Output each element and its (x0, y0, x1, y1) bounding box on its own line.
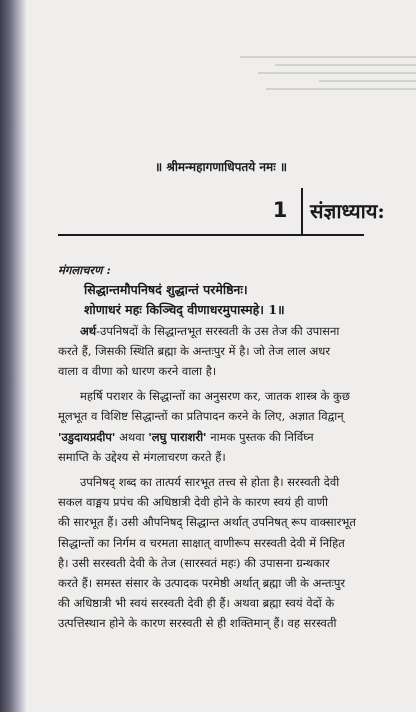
meaning-term: अर्थ (80, 323, 97, 338)
page-body (58, 260, 368, 634)
para2-line-3-text: नामक पुस्तक की निर्विघ्न (206, 429, 314, 444)
meaning-line-1-text: -उपनिषदों के सिद्धान्तभूत सरस्वती के उस तेज की उपासना (96, 323, 340, 338)
para3-line-7: की अधिष्ठात्री भी स्वयं सरस्वती देवी ही हैं। अथवा ब्रह्मा स्वयं वेदों के (58, 596, 335, 611)
para2-line-3 (58, 427, 368, 447)
para2-line-2: मूलभूत व विशिष्ट सिद्धान्तों का प्रतिपादन करने के लिए, अज्ञात विद्वान् (58, 409, 344, 424)
para3-line-6: करते हैं। समस्त संसार के उत्पादक परमेष्ठी अर्थात् ब्रह्मा जी के अन्तःपुर (58, 576, 346, 591)
para3-line-8: उत्पत्तिस्थान होने के कारण सरस्वती से ही शक्तिमान् हैं। वह सरस्वती (58, 616, 337, 631)
para2-line-4: समाप्ति के उद्देश्य से मंगलाचरण करते हैं। (58, 449, 226, 464)
book-title-1: 'उडुदायप्रदीप' (58, 429, 116, 444)
meaning-line-3: वाला व वीणा को धारण करने वाला है। (58, 364, 217, 379)
verse-line-1: सिद्धान्तमौपनिषदं शुद्धान्तं परमेष्ठिनः। (84, 282, 248, 298)
meaning-line-1 (58, 321, 368, 341)
chapter-title: संज्ञाध्याय: (310, 199, 385, 223)
verse-line-2: शोणाधरं महः किञ्चिद् वीणाधरमुपास्महे। 1॥ (84, 302, 285, 318)
show-through-text (240, 50, 416, 140)
book-title-2: 'लघु पाराशरी' (148, 429, 207, 444)
para3-line-3: की सारभूत हैं। उसी औपनिषद् सिद्धान्त अर्थात् उपनिषत् रूप वाक्सारभूत (58, 515, 356, 530)
para2-line-1: महर्षि पराशर के सिद्धान्तों का अनुसरण कर, जातक शास्त्र के कुछ (80, 389, 350, 404)
para3-line-5: है। उसी सरस्वती देवी के तेज (सारस्वतं महः) की उपासना ग्रन्थकार (58, 555, 330, 570)
para3-line-1: उपनिषद् शब्द का तात्पर्य सारभूत तत्त्व से होता है। सरस्वती देवी (80, 475, 340, 490)
invocation-line: ॥ श्रीमन्महागणाधिपतये नमः ॥ (154, 160, 288, 174)
header-rule (58, 234, 364, 236)
chapter-number: 1 (272, 198, 288, 222)
meaning-line-2: करते हैं, जिसकी स्थिति ब्रह्मा के अन्तःपुर में है। जो तेज लाल अधर (58, 343, 331, 358)
book-spine-shadow (0, 0, 26, 712)
chapter-divider (301, 188, 303, 236)
para2-connector: अथवा (115, 429, 149, 444)
para3-line-2: सकल वाङ्मय प्रपंच की अधिष्ठात्री देवी होने के कारण स्वयं ही वाणी (58, 495, 328, 510)
section-label: मंगलाचरण : (58, 263, 111, 277)
para3-line-4: सिद्धान्तों का निर्गम व चरमता साक्षात् वाणीरूप सरस्वती देवी में निहित (58, 535, 345, 550)
